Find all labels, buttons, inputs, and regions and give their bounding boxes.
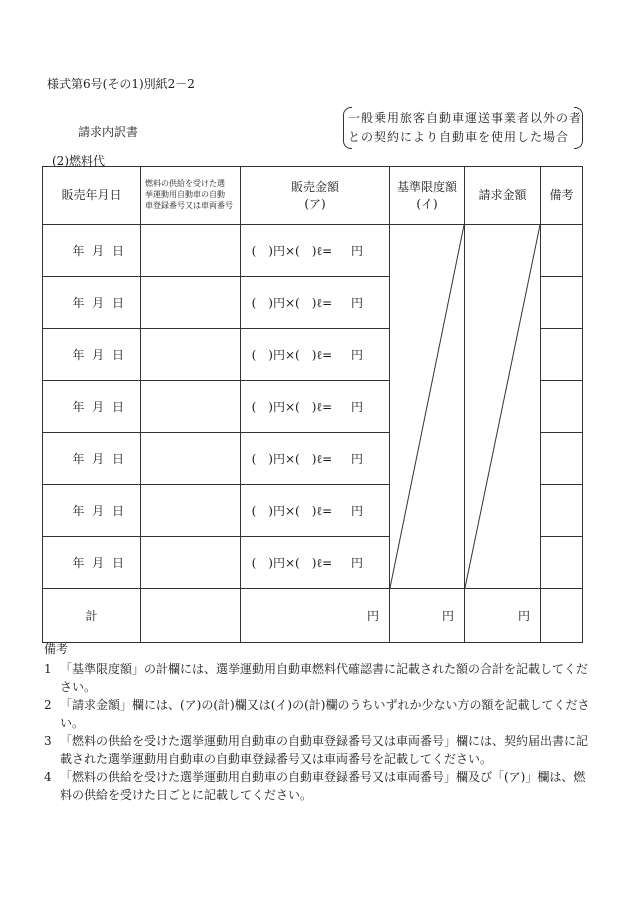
- diagonal-slash: [390, 225, 464, 588]
- remarks-cell[interactable]: [541, 225, 583, 277]
- note-text: 「燃料の供給を受けた選挙運動用自動車の自動車登録番号又は車両番号」欄には、契約届出書に記載された選挙運動用自動車の自動車登録番号又は車両番号を記載してください。: [60, 734, 589, 766]
- header-sales-amount-label: 販売金額: [290, 180, 339, 195]
- sales-amount-cell[interactable]: ( )円×( )ℓ= 円: [241, 485, 390, 537]
- notes-heading: 備考: [44, 642, 69, 656]
- date-cell[interactable]: 年 月 日: [43, 433, 141, 485]
- header-fuel-vehicle: [141, 167, 241, 225]
- vehicle-number-cell[interactable]: [141, 329, 241, 381]
- date-cell[interactable]: 年 月 日: [43, 537, 141, 589]
- header-limit-amount-sub: (イ): [416, 196, 438, 211]
- remarks-cell[interactable]: [541, 485, 583, 537]
- total-limit-cell[interactable]: 円: [390, 589, 465, 643]
- diagonal-slash: [465, 225, 540, 588]
- header-remarks: 備考: [541, 167, 583, 225]
- note-item: [44, 696, 592, 732]
- total-label: 計: [43, 589, 141, 643]
- note-text: 「請求金額」欄には、(ア)の(計)欄又は(イ)の(計)欄のうちいずれか少ない方の額を記載してください。: [60, 698, 590, 730]
- header-sales-amount-sub: (ア): [304, 196, 326, 211]
- header-date: 販売年月日: [43, 167, 141, 225]
- vehicle-number-cell[interactable]: [141, 277, 241, 329]
- date-cell[interactable]: 年 月 日: [43, 329, 141, 381]
- note-number: 4: [44, 770, 52, 784]
- sales-amount-cell[interactable]: ( )円×( )ℓ= 円: [241, 277, 390, 329]
- vehicle-number-cell[interactable]: [141, 485, 241, 537]
- remarks-cell[interactable]: [541, 433, 583, 485]
- remarks-cell[interactable]: [541, 329, 583, 381]
- header-row: [43, 167, 583, 225]
- right-bracket: [574, 107, 583, 149]
- note-number: 1: [44, 662, 52, 676]
- remarks-cell[interactable]: [541, 537, 583, 589]
- section-label: (2)燃料代: [52, 154, 105, 168]
- total-vehicle-cell: [141, 589, 241, 643]
- document-title: 請求内訳書: [78, 125, 139, 139]
- date-cell[interactable]: 年 月 日: [43, 225, 141, 277]
- remarks-cell[interactable]: [541, 381, 583, 433]
- header-limit-amount-label: 基準限度額: [396, 180, 457, 195]
- sales-amount-cell[interactable]: ( )円×( )ℓ= 円: [241, 537, 390, 589]
- condition-bracket: [343, 107, 583, 147]
- date-cell[interactable]: 年 月 日: [43, 485, 141, 537]
- header-limit-amount: [390, 167, 465, 225]
- claim-amount-crossed-cell: [465, 225, 541, 589]
- total-row: [43, 589, 583, 643]
- remarks-cell[interactable]: [541, 277, 583, 329]
- vehicle-number-cell[interactable]: [141, 537, 241, 589]
- note-item: [44, 732, 592, 768]
- fuel-claim-table: [42, 166, 583, 643]
- header-sales-amount: [241, 167, 390, 225]
- note-number: 2: [44, 698, 52, 712]
- condition-line-1: 一般乗用旅客自動車運送事業者以外の者: [348, 111, 583, 125]
- table-row: [43, 225, 583, 277]
- sales-amount-cell[interactable]: ( )円×( )ℓ= 円: [241, 329, 390, 381]
- sales-amount-cell[interactable]: ( )円×( )ℓ= 円: [241, 225, 390, 277]
- date-cell[interactable]: 年 月 日: [43, 277, 141, 329]
- total-sales-cell[interactable]: 円: [241, 589, 390, 643]
- header-fuel-vehicle-line-1: 燃料の供給を受けた選: [145, 179, 225, 189]
- note-text: 「基準限度額」の計欄には、選挙運動用自動車燃料代確認書に記載された額の合計を記載してください。: [60, 662, 589, 694]
- note-text: 「燃料の供給を受けた選挙運動用自動車の自動車登録番号又は車両番号」欄及び「(ア)」欄は、燃料の供給を受けた日ごとに記載してください。: [60, 770, 586, 802]
- header-fuel-vehicle-line-2: 挙運動用自動車の自動: [145, 190, 225, 200]
- form-number: 様式第6号(その1)別紙2－2: [47, 77, 195, 91]
- notes-section: [44, 640, 592, 804]
- vehicle-number-cell[interactable]: [141, 225, 241, 277]
- vehicle-number-cell[interactable]: [141, 381, 241, 433]
- header-claim-amount: 請求金額: [465, 167, 541, 225]
- date-cell[interactable]: 年 月 日: [43, 381, 141, 433]
- note-item: [44, 660, 592, 696]
- condition-line-2: との契約により自動車を使用した場合: [348, 130, 570, 144]
- sales-amount-cell[interactable]: ( )円×( )ℓ= 円: [241, 433, 390, 485]
- note-number: 3: [44, 734, 52, 748]
- limit-amount-crossed-cell: [390, 225, 465, 589]
- sales-amount-cell[interactable]: ( )円×( )ℓ= 円: [241, 381, 390, 433]
- header-fuel-vehicle-line-3: 車登録番号又は車両番号: [145, 200, 233, 210]
- total-claim-cell[interactable]: 円: [465, 589, 541, 643]
- vehicle-number-cell[interactable]: [141, 433, 241, 485]
- total-remarks-cell[interactable]: [541, 589, 583, 643]
- note-item: [44, 768, 592, 804]
